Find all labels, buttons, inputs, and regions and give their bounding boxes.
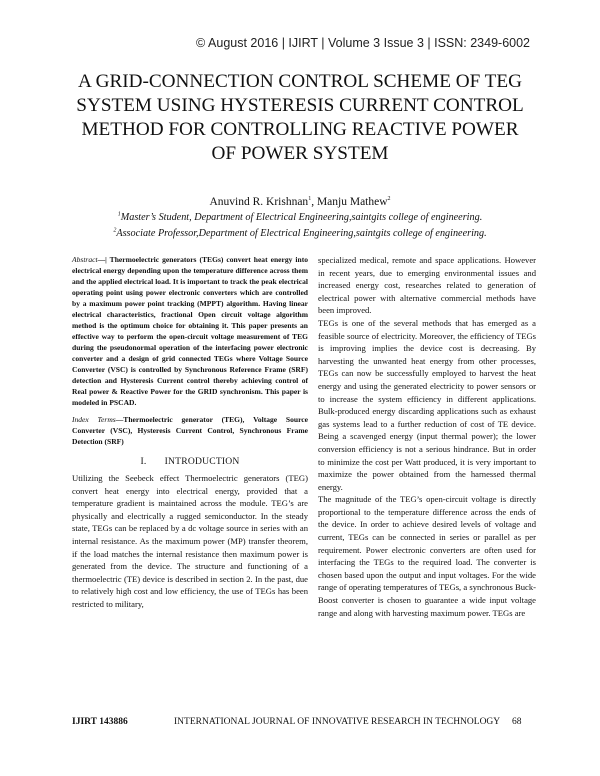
author-2-sup: 2	[387, 196, 391, 203]
affiliation-2-text: Associate Professor,Department of Electrical Engineering,saintgits college of engineering.	[116, 228, 487, 239]
intro-paragraph	[72, 472, 308, 611]
index-terms	[72, 414, 308, 447]
right-body	[318, 254, 536, 619]
affiliation-1-text: Master’s Student, Department of Electrical Engineering,saintgits college of engineering.	[120, 212, 483, 223]
left-column	[72, 254, 308, 611]
journal-header: © August 2016 | IJIRT | Volume 3 Issue 3 | ISSN: 2349-6002	[196, 36, 530, 50]
section-number: I.	[140, 456, 147, 467]
intro-paragraph-text: Utilizing the Seebeck effect Thermoelectric generators (TEG) convert heat energy into electrical energy, provided that a temperature gradient is maintained across the module. TEG’s are physically and electrically a rugged semiconductor. In the steady state, TEGs can be replaced by a dc voltage source in series with an internal resistance. As the maximum power (MP) transfer theorem, if the load matches the internal resistance then maximum power is generated from the device. The structure and functioning of a thermoelectric (TE) device is described in section 2. In the past, due to relatively high cost and low efficiency, the use of TEGs has been restricted to military,	[72, 473, 308, 609]
author-1: Anuvind R. Krishnan	[209, 196, 309, 208]
author-1-sup: 1	[308, 196, 312, 203]
page-number: 68	[512, 717, 522, 727]
body-paragraph: The magnitude of the TEG’s open-circuit voltage is directly proportional to the temperature difference across the ends of the device. In order to achieve desired levels of voltage and current, TEGs can be connected in series or parallel as per requirement. Power electronic converters are often used for interfacing the TEGs to the required load. The converter is chosen based upon the output and input voltages. For the wide range of operating temperatures of TEGs, a synchronous Buck-Boost converter is chosen to guarantee a wide input voltage range and along with harvesting maximum power. TEGs are	[318, 494, 536, 618]
authors	[0, 196, 600, 208]
affiliation-2	[0, 228, 600, 239]
title-line: OF POWER SYSTEM	[211, 143, 389, 164]
body-paragraph: specialized medical, remote and space applications. However in recent years, due to emerging environmental issues and increased energy cost, researches related to generation of electrical power with alternative commercial methods have been improved.	[318, 255, 536, 316]
affiliation-1	[0, 212, 600, 223]
paper-title	[40, 70, 560, 166]
section-title: INTRODUCTION	[164, 456, 240, 467]
section-heading	[72, 456, 308, 467]
right-column	[318, 254, 536, 619]
title-line: A GRID-CONNECTION CONTROL SCHEME OF TEG	[78, 71, 522, 92]
abstract-label: Abstract	[72, 255, 98, 264]
title-line: METHOD FOR CONTROLLING REACTIVE POWER	[81, 119, 519, 140]
title-line: SYSTEM USING HYSTERESIS CURRENT CONTROL	[76, 95, 524, 116]
footer-id: IJIRT 143886	[72, 717, 128, 727]
index-terms-label: Index Terms	[72, 415, 116, 424]
affiliation-2-sup: 2	[113, 227, 117, 234]
footer-journal: INTERNATIONAL JOURNAL OF INNOVATIVE RESEARCH IN TECHNOLOGY	[174, 717, 501, 727]
author-2: Manju Mathew	[316, 196, 388, 208]
abstract-text: —| Thermoelectric generators (TEGs) convert heat energy into electrical energy depending upon the temperature difference across them and the applied electrical load. It is important to track the peak electrical operating point using power electronic converters which are controlled by a maximum power point tracking (MPPT) algorithm. Having linear electrical characteristics, fractional Open circuit voltage algorithm method is the optimum choice for obtaining it. This paper presents an effective way to perform the open-circuit voltage measurement of TEG during the pseudonormal operation of the interfacing power electronic converter and a design of grid connected TEGs where Voltage Source Converter (VSC) is controlled by Synchronous Reference Frame (SRF) detection and Hysteresis Current control thereby achieving control of Real power & Reactive Power for the GRID synchronism. This paper is modeled in PSCAD.	[72, 255, 308, 407]
abstract	[72, 254, 308, 408]
index-terms-text: —Thermoelectric generator (TEG), Voltage Source Converter (VSC), Hysteresis Current Control, Synchronous Frame Detection (SRF)	[72, 415, 308, 446]
affiliation-1-sup: 1	[117, 211, 121, 218]
body-paragraph: TEGs is one of the several methods that has emerged as a feasible source of electricity. Moreover, the efficiency of TEGs is improving implies the device cost is decreasing. By harvesting the unwanted heat energy from other processes, TEGs can now be successfully employed to harvest the heat energy and using the generated electricity to power sensors or to increase the system efficiency in different applications. Bulk-produced energy discarding applications such as exhaust gas systems lead to a further reduction of cost of TE device. Being a scavenged energy (input thermal power); the lower conversion efficiency is not a serious hindrance. But in order to minimize the cost per Watt produced, it is very important to maximize the power obtained from the harnessed thermal energy.	[318, 317, 536, 492]
author-separator: ,	[311, 196, 317, 208]
